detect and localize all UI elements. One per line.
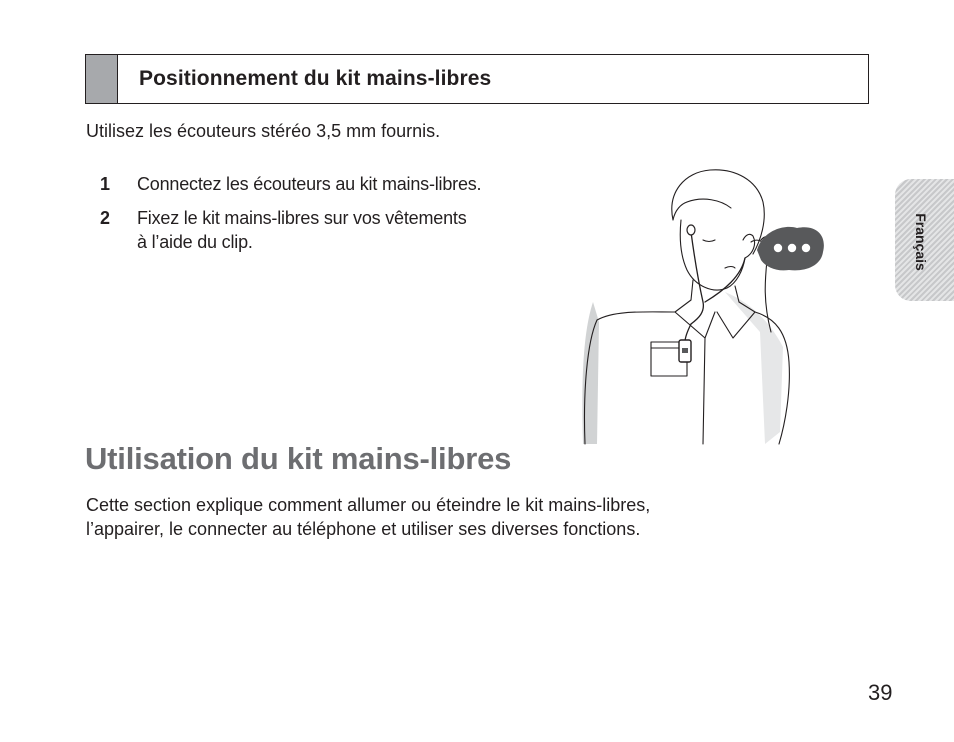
section-header-box (85, 54, 869, 104)
step-number: 2 (100, 208, 110, 228)
step-number: 1 (100, 174, 110, 194)
step-item (100, 172, 570, 196)
headset-wearer-illustration (575, 162, 840, 447)
description-line: Cette section explique comment allumer ou éteindre le kit mains-libres, (86, 495, 651, 515)
section-title: Positionnement du kit mains-libres (139, 67, 492, 90)
language-label: Français (913, 213, 929, 271)
main-heading: Utilisation du kit mains-libres (85, 441, 512, 476)
section-marker (86, 55, 118, 103)
step-text (137, 206, 570, 254)
step-text: Connectez les écouteurs au kit mains-libres. (137, 174, 482, 194)
language-tab-label (897, 192, 945, 292)
step-text-line: à l’aide du clip. (137, 232, 253, 252)
main-description (86, 493, 826, 541)
step-list (100, 172, 570, 264)
step-text-line: Fixez le kit mains-libres sur vos vêtements (137, 208, 467, 228)
page-number: 39 (868, 680, 893, 705)
step-item (100, 206, 570, 254)
speech-bubble-icon (757, 227, 824, 271)
description-line: l’appairer, le connecter au téléphone et utiliser ses diverses fonctions. (86, 519, 641, 539)
intro-text: Utilisez les écouteurs stéréo 3,5 mm fournis. (86, 121, 441, 141)
